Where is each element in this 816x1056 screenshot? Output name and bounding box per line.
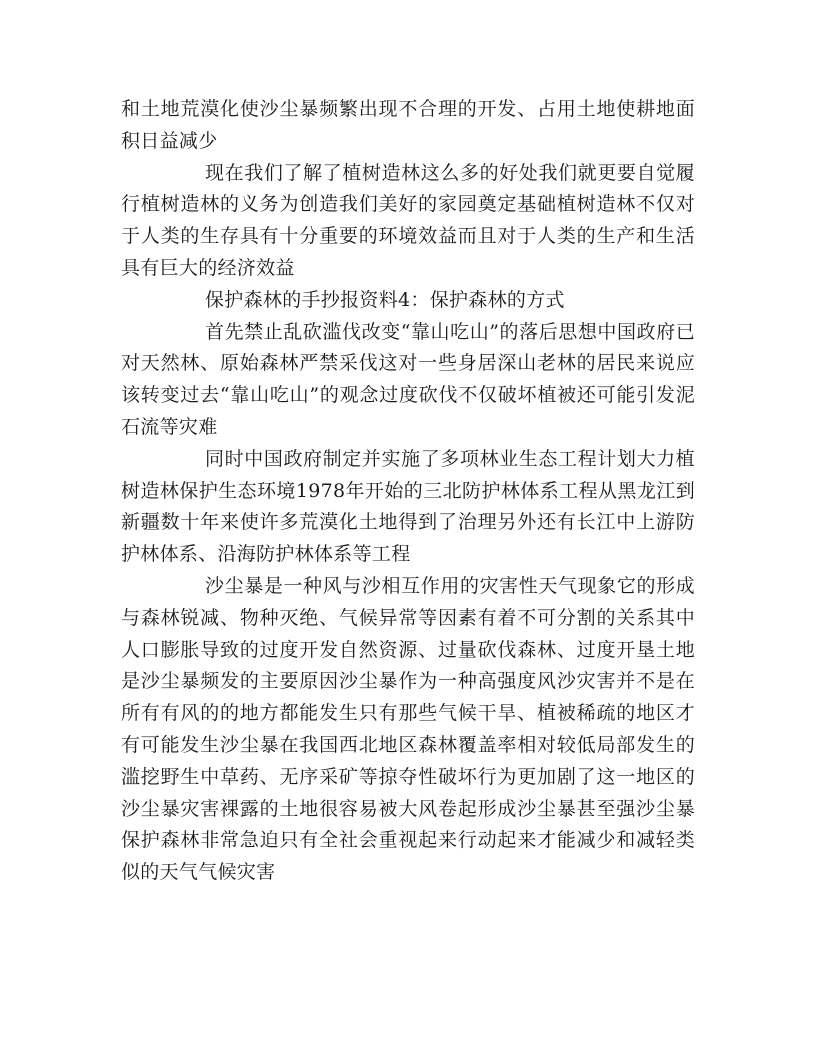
paragraph-3: 首先禁止乱砍滥伐改变“靠山吃山”的落后思想中国政府已对天然林、原始森林严禁采伐这对一些身居深山老林的居民来说应该转变过去“靠山吃山”的观念过度砍伐不仅破坏植被还可能引发泥石流等灾难 (121, 320, 695, 438)
paragraph-4: 同时中国政府制定并实施了多项林业生态工程计划大力植树造林保护生态环境1978年开始的三北防护林体系工程从黑龙江到新疆数十年来使许多荒漠化土地得到了治理另外还有长江中上游防护林体系、沿海防护林体系等工程 (121, 447, 695, 566)
paragraph-1: 和土地荒漠化使沙尘暴频繁出现不合理的开发、占用土地使耕地面积日益减少 (121, 98, 695, 152)
section-heading: 保护森林的手抄报资料4：保护森林的方式 (205, 288, 565, 311)
paragraph-5: 沙尘暴是一种风与沙相互作用的灾害性天气现象它的形成与森林锐减、物种灭绝、气候异常等因素有着不可分割的关系其中人口膨胀导致的过度开发自然资源、过量砍伐森林、过度开垦土地是沙尘暴频发的主要原因沙尘暴作为一种高强度风沙灾害并不是在所有有风的的地方都能发生只有那些气候干旱、植被稀疏的地区才有可能发生沙尘暴在我国西北地区森林覆盖率相对较低局部发生的滥挖野生中草药、无序采矿等掠夺性破坏行为更加剧了这一地区的沙尘暴灾害裸露的土地很容易被大风卷起形成沙尘暴甚至强沙尘暴保护森林非常急迫只有全社会重视起来行动起来才能减少和减轻类似的天气气候灾害 (121, 574, 695, 884)
paragraph-2: 现在我们了解了植树造林这么多的好处我们就更要自觉履行植树造林的义务为创造我们美好的家园奠定基础植树造林不仅对于人类的生存具有十分重要的环境效益而且对于人类的生产和生活具有巨大的经济效益 (121, 161, 695, 279)
document-body (121, 94, 695, 889)
